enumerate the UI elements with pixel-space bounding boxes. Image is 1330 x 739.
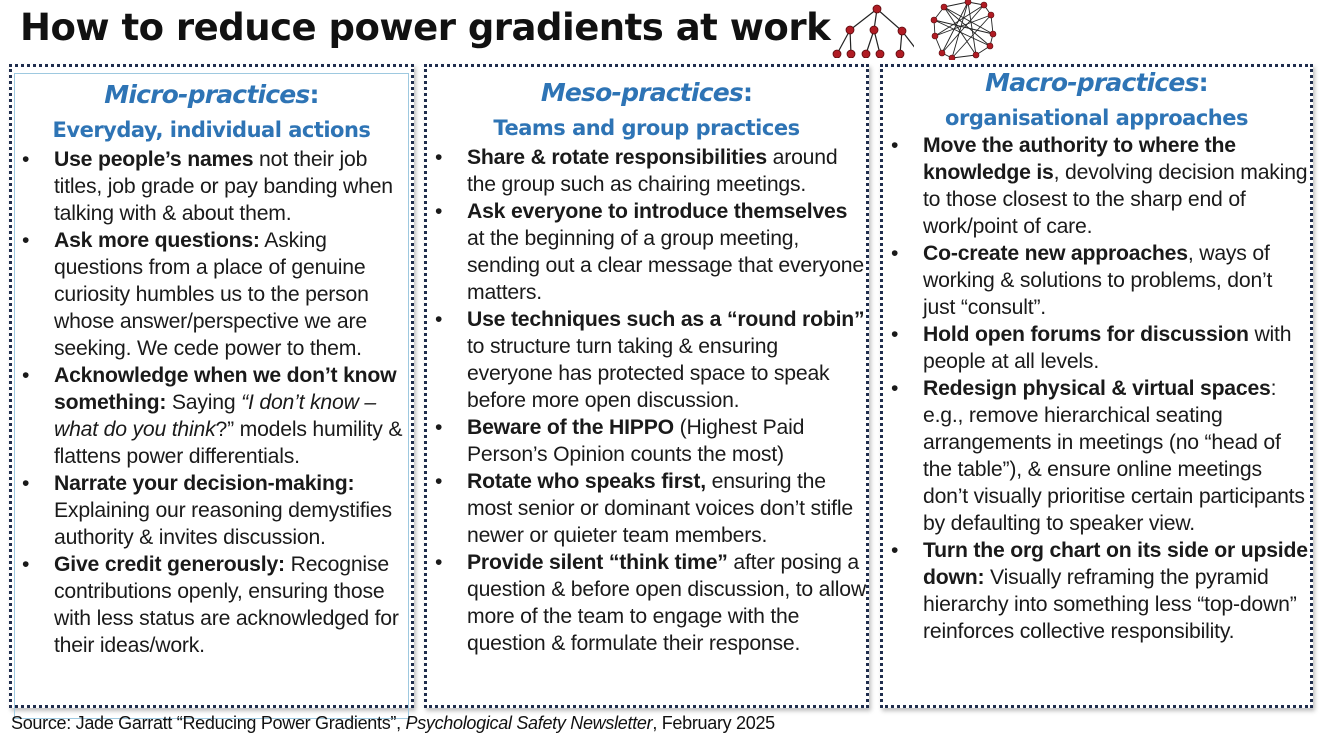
micro-subheading: Everyday, individual actions [52, 118, 371, 142]
micro-practices-list [14, 146, 411, 659]
micro-heading: Micro-practices [104, 80, 310, 109]
hierarchy-tree-icon [814, 2, 914, 58]
list-item: • Rotate who speaks first, ensuring the most senior or dominant voices don’t stifle newer or quieter team members. [435, 470, 853, 547]
list-item: • Hold open forums for discussion with people at all levels. [891, 323, 1292, 373]
list-item: • Redesign physical & virtual spaces: e.g., remove hierarchical seating arrangements in meetings (no “head of the table”), & ensure online meetings don’t visually prioritise certain participants by defaulting to speaker view. [891, 377, 1305, 535]
micro-practices-header: Micro-practices: Everyday, individual actions [12, 79, 411, 146]
page-title: How to reduce power gradients at work [20, 6, 831, 49]
network-mesh-icon [928, 0, 998, 60]
meso-practices-list [427, 144, 866, 657]
macro-practices-list [883, 132, 1310, 645]
meso-practices-panel [424, 64, 869, 708]
list-item: • Turn the org chart on its side or upside down: Visually reframing the pyramid hierarchy into something less “top-down” reinforces collective responsibility. [891, 539, 1308, 643]
list-item: • Give credit generously: Recognise contributions openly, ensuring those with less status are acknowledged for their ideas/work. [22, 553, 399, 657]
list-item: • Acknowledge when we don’t know something: Saying “I don’t know – what do you think?” models humility & flattens power differentials. [22, 364, 403, 468]
source-citation: Source: Jade Garratt “Reducing Power Gradients”, Psychological Safety Newsletter, February 2025 [11, 713, 775, 733]
micro-practices-panel [9, 64, 414, 708]
macro-practices-header: Macro-practices: organisational approaches [883, 67, 1310, 134]
list-item: • Ask more questions: Asking questions from a place of genuine curiosity humbles us to the person whose answer/perspective we are seeking. We cede power to them. [22, 229, 369, 360]
macro-heading: Macro-practices [985, 68, 1199, 97]
meso-practices-header: Meso-practices: Teams and group practices [427, 77, 866, 144]
list-item: • Co-create new approaches, ways of working & solutions to problems, don’t just “consult”. [891, 242, 1273, 319]
macro-practices-panel [880, 64, 1313, 708]
meso-heading: Meso-practices [540, 78, 743, 107]
list-item: • Beware of the HIPPO (Highest Paid Person’s Opinion counts the most) [435, 416, 805, 466]
list-item: • Share & rotate responsibilities around the group such as chairing meetings. [435, 146, 838, 196]
list-item: • Use techniques such as a “round robin” to structure turn taking & ensuring everyone has protected space to speak before more open discussion. [435, 308, 865, 412]
list-item: • Narrate your decision-making: Explaining our reasoning demystifies authority & invites discussion. [22, 472, 392, 549]
macro-subheading: organisational approaches [945, 106, 1248, 130]
list-item: • Ask everyone to introduce themselves at the beginning of a group meeting, sending out a clear message that everyone matters. [435, 200, 864, 304]
meso-subheading: Teams and group practices [493, 116, 800, 140]
list-item: • Provide silent “think time” after posing a question & before open discussion, to allow more of the team to engage with the question & formulate their response. [435, 551, 866, 655]
list-item: • Use people’s names not their job titles, job grade or pay banding when talking with & about them. [22, 148, 393, 225]
list-item: • Move the authority to where the knowledge is, devolving decision making to those closest to the sharp end of work/point of care. [891, 134, 1308, 238]
